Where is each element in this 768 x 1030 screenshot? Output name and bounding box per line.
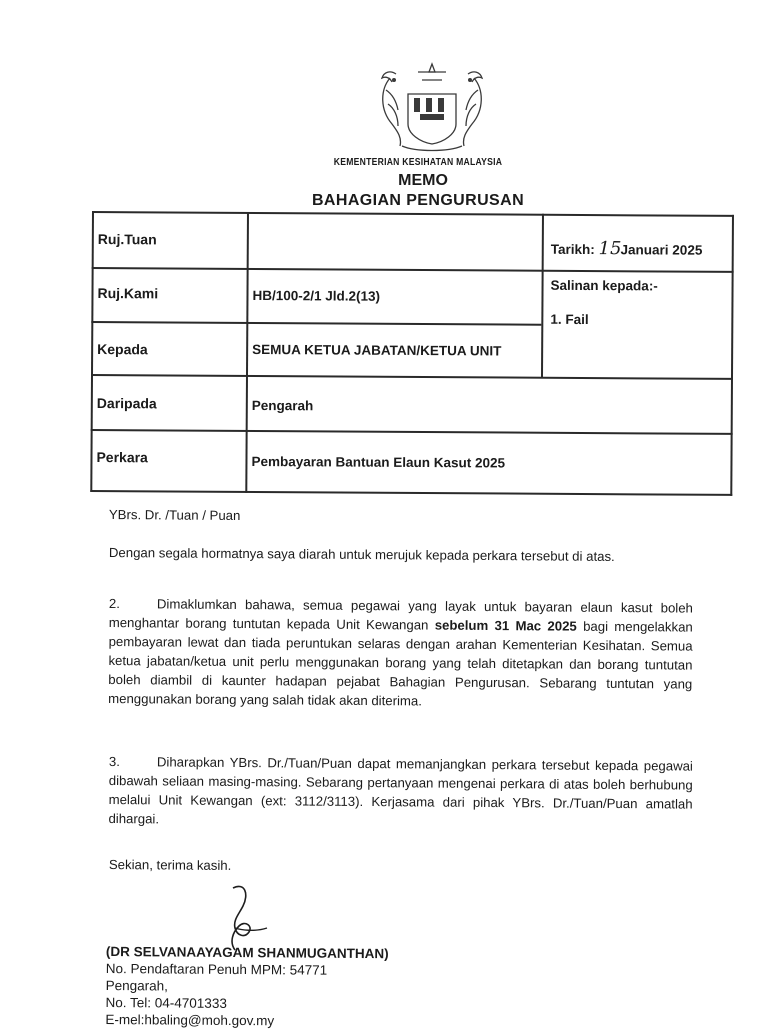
tarikh-label: Tarikh: (550, 241, 595, 258)
ministry-name: KEMENTERIAN KESIHATAN MALAYSIA (333, 156, 503, 168)
ruj-tuan-label: Ruj.Tuan (97, 231, 157, 248)
kepada-label: Kepada (97, 341, 148, 358)
paragraph-2-number: 2. (108, 595, 120, 612)
paragraph-2-text-a: Dimaklumkan bahawa, semua pegawai yang layak untuk bayaran elaun kasut boleh menghantar borang tuntutan kepada Unit Kewangan (108, 596, 693, 633)
tarikh-field (551, 238, 703, 260)
registration-number: No. Pendaftaran Penuh MPM: 54771 (105, 960, 328, 978)
salutation: YBrs. Dr. /Tuan / Puan (108, 506, 241, 524)
kepada-value: SEMUA KETUA JABATAN/KETUA UNIT (252, 341, 502, 359)
tarikh-handwritten-day: 15 (598, 238, 622, 260)
paragraph-1: Dengan segala hormatnya saya diarah untuk merujuk kepada perkara tersebut di atas. (108, 544, 615, 564)
paragraph-3-number: 3. (108, 753, 120, 770)
memo-header-table (90, 211, 734, 496)
tarikh-month-year: Januari 2025 (620, 242, 703, 258)
paragraph-2-deadline: sebelum 31 Mac 2025 (434, 617, 577, 634)
paragraph-3-text: Diharapkan YBrs. Dr./Tuan/Puan dapat memanjangkan perkara tersebut kepada pegawai dibawah seliaan masing-masing. Sebarang pertanyaan mengenai perkara di atas boleh berhubung melalui Unit Kewangan (ext: 3112/3113). Kerjasama dari pihak YBrs. Dr./Tuan/Puan amatlah dihargai. (108, 754, 693, 827)
email: E-mel:hbaling@moh.gov.my (105, 1011, 275, 1029)
department-title: BAHAGIAN PENGURUSAN (311, 192, 525, 209)
paragraph-2 (108, 594, 693, 713)
signature-block (105, 943, 388, 1030)
telephone: No. Tel: 04-4701333 (105, 994, 227, 1011)
ruj-kami-label: Ruj.Kami (97, 285, 159, 302)
perkara-value: Pembayaran Bantuan Elaun Kasut 2025 (251, 453, 506, 471)
closing: Sekian, terima kasih. (108, 856, 232, 873)
signatory-name: (DR SELVANAAYAGAM SHANMUGANTHAN) (105, 943, 389, 962)
daripada-label: Daripada (96, 395, 157, 412)
daripada-value: Pengarah (251, 397, 314, 414)
signatory-position: Pengarah, (105, 977, 169, 994)
ruj-kami-value: HB/100-2/1 Jld.2(13) (252, 287, 381, 304)
salinan-item: 1. Fail (550, 311, 589, 328)
paragraph-3 (108, 752, 693, 833)
coat-of-arms-icon (372, 60, 492, 152)
perkara-label: Perkara (96, 449, 148, 466)
paragraph-2-text-b: bagi mengelakkan pembayaran lewat dan tiada peruntukan selaras dengan arahan Kementerian Kesihatan. Semua ketua jabatan/ketua unit perlu menggunakan borang yang telah ditetapkan dan borang tuntutan boleh diambil di kaunter hadapan pejabat Bahagian Pengurusan. Sebarang tuntutan yang menggunakan borang yang salah tidak akan diterima. (108, 618, 693, 709)
salinan-label: Salinan kepada:- (550, 277, 658, 294)
memo-title: MEMO (398, 172, 448, 189)
